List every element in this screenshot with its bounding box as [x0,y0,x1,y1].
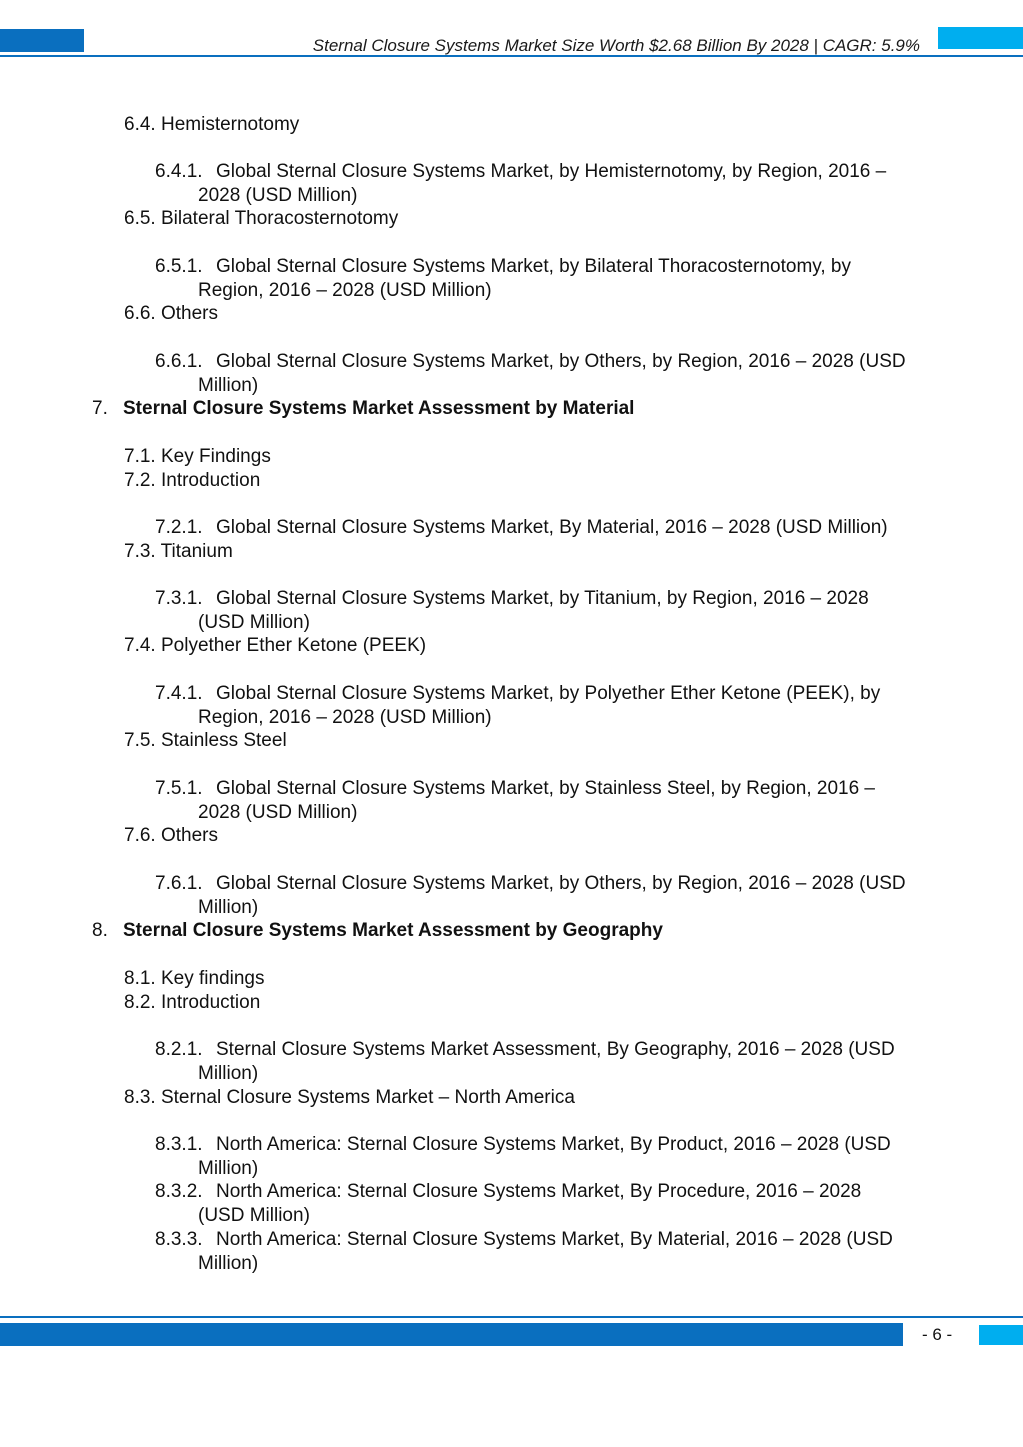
toc-number: 7.5. [124,730,156,751]
toc-subsection [155,682,880,729]
toc-title: North America: Sternal Closure Systems Market, By Material, 2016 – 2028 (USD [216,1229,893,1250]
toc-number: 8. [92,920,108,941]
toc-section [124,540,233,564]
header-divider [0,55,1023,57]
toc-title: Bilateral Thoracosternotomy [160,208,399,229]
toc-title-continuation: Million) [198,896,259,918]
page-number: - 6 - [922,1325,953,1344]
toc-title-continuation: Million) [198,1062,259,1084]
toc-section [124,991,260,1015]
footer-divider [0,1316,1023,1318]
toc-title: Global Sternal Closure Systems Market, by Stainless Steel, by Region, 2016 – [216,778,875,799]
toc-number: 6.6.1. [155,351,203,372]
toc-number: 8.3.1. [155,1134,203,1155]
toc-title-continuation: 2028 (USD Million) [198,801,358,823]
toc-number: 6.5. [124,208,156,229]
toc-section [124,445,271,469]
toc-title: Key Findings [160,446,271,467]
toc-title: Titanium [160,541,233,562]
toc-title-continuation: Million) [198,374,259,396]
toc-section [124,729,287,753]
toc-title: Stainless Steel [160,730,287,751]
toc-number: 7.2.1. [155,517,203,538]
toc-chapter [92,397,634,421]
toc-title-continuation: Million) [198,1252,259,1274]
toc-number: 7.3. [124,541,156,562]
toc-title: Introduction [160,992,261,1013]
toc-title: Introduction [160,470,261,491]
toc-section [124,824,218,848]
toc-title: Sternal Closure Systems Market Assessment by Material [123,398,635,419]
toc-number: 8.1. [124,968,156,989]
toc-number: 7.2. [124,470,156,491]
toc-title-continuation: Million) [198,1157,259,1179]
header-accent-left [0,29,84,52]
toc-title: North America: Sternal Closure Systems Market, By Procedure, 2016 – 2028 [216,1181,862,1202]
toc-title: Global Sternal Closure Systems Market, by Others, by Region, 2016 – 2028 (USD [216,873,906,894]
toc-title: Others [160,303,219,324]
toc-title: Sternal Closure Systems Market Assessment by Geography [123,920,663,941]
footer-accent-right [979,1325,1023,1345]
toc-title: Global Sternal Closure Systems Market, by Bilateral Thoracosternotomy, by [216,256,851,277]
footer-bar [0,1323,903,1346]
toc-number: 8.3. [124,1087,156,1108]
toc-number: 7.4. [124,635,156,656]
header-accent-right [938,27,1023,49]
toc-number: 8.3.3. [155,1229,203,1250]
toc-number: 7.6.1. [155,873,203,894]
toc-subsection [155,587,869,634]
toc-number: 7.5.1. [155,778,203,799]
toc-subsection [155,160,886,207]
toc-section [124,634,426,658]
toc-number: 7.4.1. [155,683,203,704]
toc-chapter [92,919,663,943]
toc-number: 7.3.1. [155,588,203,609]
toc-number: 7.1. [124,446,156,467]
toc-title-continuation: Region, 2016 – 2028 (USD Million) [198,706,492,728]
toc-title: Polyether Ether Ketone (PEEK) [160,635,427,656]
toc-title: Global Sternal Closure Systems Market, by Hemisternotomy, by Region, 2016 – [216,161,887,182]
toc-number: 6.5.1. [155,256,203,277]
toc-number: 7.6. [124,825,156,846]
toc-number: 8.2.1. [155,1039,203,1060]
header-title: Sternal Closure Systems Market Size Worth $2.68 Billion By 2028 | CAGR: 5.9% [312,36,920,55]
toc-section [124,469,260,493]
toc-section [124,207,398,231]
toc-title: Sternal Closure Systems Market – North America [160,1087,575,1108]
toc-subsection [155,1038,895,1085]
toc-number: 7. [92,398,108,419]
toc-subsection [155,350,906,397]
toc-subsection [155,516,888,540]
toc-title-continuation: (USD Million) [198,611,310,633]
toc-subsection [155,777,875,824]
toc-section [124,113,299,137]
toc-title: Hemisternotomy [160,114,300,135]
toc-title-continuation: 2028 (USD Million) [198,184,358,206]
toc-title: Others [160,825,219,846]
toc-title: Global Sternal Closure Systems Market, by Titanium, by Region, 2016 – 2028 [216,588,869,609]
toc-section [124,1086,575,1110]
toc-subsection [155,255,851,302]
toc-title-continuation: (USD Million) [198,1204,310,1226]
toc-number: 8.3.2. [155,1181,203,1202]
toc-section [124,967,265,991]
toc-number: 8.2. [124,992,156,1013]
toc-title: Global Sternal Closure Systems Market, by Others, by Region, 2016 – 2028 (USD [216,351,906,372]
toc-title: North America: Sternal Closure Systems Market, By Product, 2016 – 2028 (USD [216,1134,891,1155]
toc-section [124,302,218,326]
toc-subsection [155,1180,861,1227]
toc-subsection [155,872,906,919]
toc-title: Global Sternal Closure Systems Market, by Polyether Ether Ketone (PEEK), by [216,683,881,704]
toc-subsection [155,1133,891,1180]
toc-number: 6.4. [124,114,156,135]
toc-number: 6.6. [124,303,156,324]
toc-title: Global Sternal Closure Systems Market, By Material, 2016 – 2028 (USD Million) [216,517,888,538]
toc-title: Sternal Closure Systems Market Assessment, By Geography, 2016 – 2028 (USD [216,1039,895,1060]
toc-number: 6.4.1. [155,161,203,182]
toc-subsection [155,1228,893,1275]
toc-title-continuation: Region, 2016 – 2028 (USD Million) [198,279,492,301]
toc-title: Key findings [160,968,265,989]
